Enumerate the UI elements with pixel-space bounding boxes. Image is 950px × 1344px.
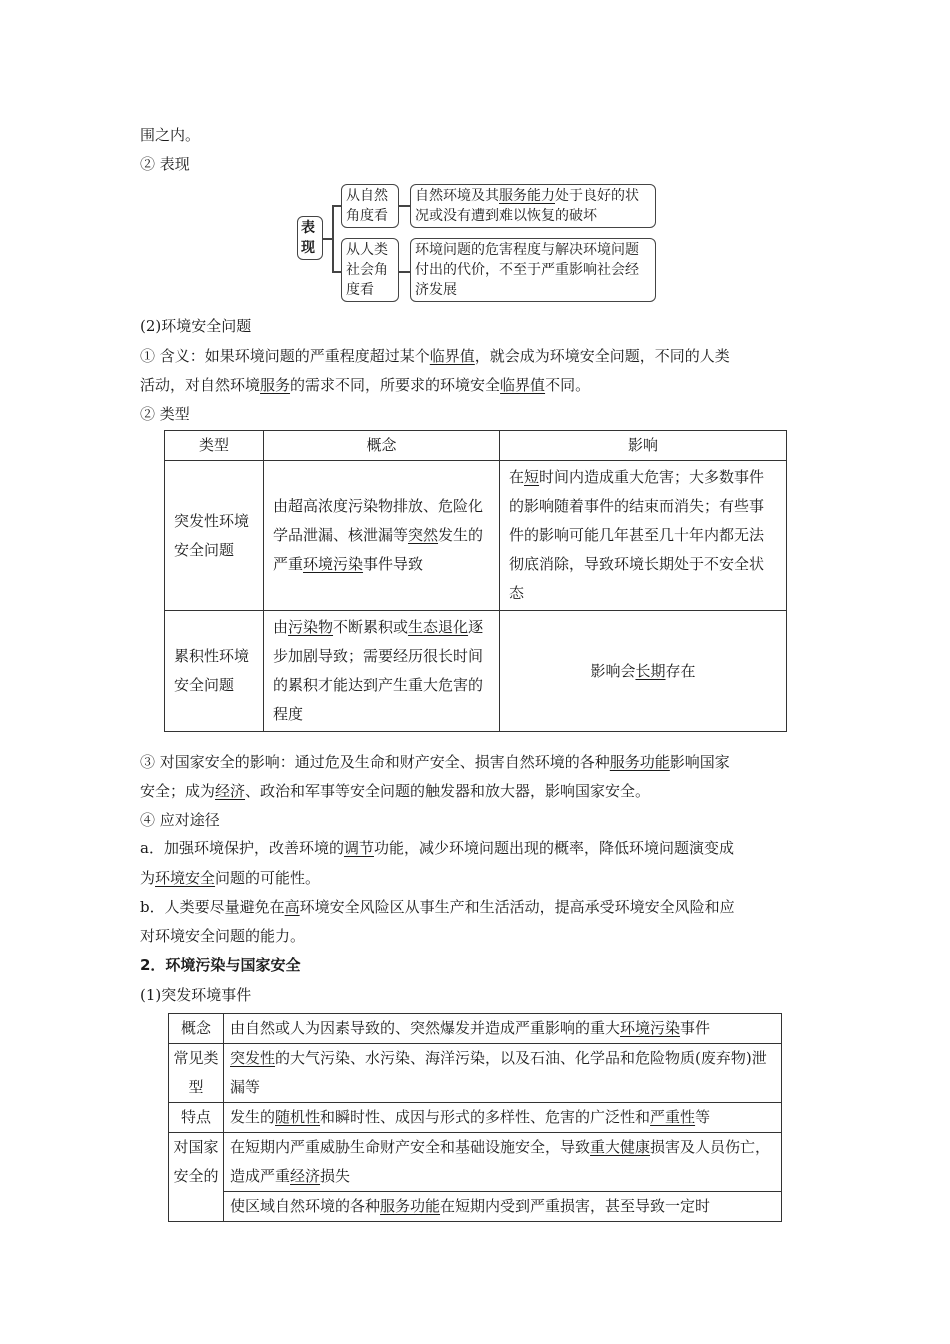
text-line: 安全；成为经济、政治和军事等安全问题的触发器和放大器，影响国家安全。	[140, 782, 651, 800]
table-cell: 由自然或人为因素导致的、突然爆发并造成严重影响的重大环境污染事件	[224, 1014, 782, 1044]
section-title: (2)环境安全问题	[140, 317, 252, 335]
table-header: 常见类型	[169, 1044, 224, 1103]
text-line: ② 类型	[140, 405, 190, 423]
table-header: 特点	[169, 1103, 224, 1133]
table-header: 影响	[500, 431, 787, 461]
types-table	[164, 430, 787, 732]
table-row	[169, 1044, 782, 1103]
text-line: 活动，对自然环境服务的需求不同，所要求的环境安全临界值不同。	[140, 376, 591, 394]
diagram-human-label: 从人类社会角度看	[341, 238, 399, 302]
table-cell: 使区域自然环境的各种服务功能在短期内受到严重损害，甚至导致一定时	[224, 1192, 782, 1222]
text-line: b．人类要尽量避免在高环境安全风险区从事生产和生活活动，提高承受环境安全风险和应	[140, 898, 735, 916]
text-line: ① 含义：如果环境问题的严重程度超过某个临界值，就会成为环境安全问题，不同的人类	[140, 347, 730, 365]
table-cell: 突发性的大气污染、水污染、海洋污染，以及石油、化学品和危险物质(废弃物)泄漏等	[224, 1044, 782, 1103]
table-cell: 由污染物不断累积或生态退化逐步加剧导致；需要经历很长时间的累积才能达到产生重大危害的程度	[264, 611, 500, 732]
table-cell: 由超高浓度污染物排放、危险化学品泄漏、核泄漏等突然发生的严重环境污染事件导致	[264, 461, 500, 611]
table-cell: 突发性环境安全问题	[165, 461, 264, 611]
text-line: 围之内。	[140, 126, 201, 144]
table-cell: 累积性环境安全问题	[165, 611, 264, 732]
diagram-nature-label: 从自然角度看	[341, 184, 399, 228]
table-header: 概念	[264, 431, 500, 461]
table-row	[165, 461, 787, 611]
table-row	[169, 1133, 782, 1192]
text-line: ④ 应对途径	[140, 811, 220, 829]
table-cell: 在短期内严重威胁生命财产安全和基础设施安全，导致重大健康损害及人员伤亡，造成严重经济损失	[224, 1133, 782, 1192]
table-header: 概念	[169, 1014, 224, 1044]
table-cell: 在短时间内造成重大危害；大多数事件的影响随着事件的结束而消失；有些事件的影响可能几年甚至几十年内都无法彻底消除，导致环境长期处于不安全状态	[500, 461, 787, 611]
table-row	[169, 1103, 782, 1133]
table-row	[169, 1192, 782, 1222]
text-line: 为环境安全问题的可能性。	[140, 869, 321, 887]
table-cell: 发生的随机性和瞬时性、成因与形式的多样性、危害的广泛性和严重性等	[224, 1103, 782, 1133]
table-cell: 影响会长期存在	[500, 611, 787, 732]
diagram-root: 表现	[297, 216, 323, 260]
heading-2: 2．环境污染与国家安全	[140, 956, 301, 974]
text-line: a．加强环境保护，改善环境的调节功能，减少环境问题出现的概率，降低环境问题演变成	[140, 839, 734, 857]
section-title: (1)突发环境事件	[140, 986, 252, 1004]
text-line: ② 表现	[140, 155, 190, 173]
events-table	[168, 1013, 782, 1222]
table-row	[169, 1014, 782, 1044]
text-line: ③ 对国家安全的影响：通过危及生命和财产安全、损害自然环境的各种服务功能影响国家	[140, 753, 730, 771]
table-header: 类型	[165, 431, 264, 461]
table-header: 对国家安全的	[169, 1133, 224, 1222]
text-line: 对环境安全问题的能力。	[140, 927, 306, 945]
table-row	[165, 611, 787, 732]
diagram-nature-desc: 自然环境及其服务能力处于良好的状况或没有遭到难以恢复的破坏	[410, 184, 656, 228]
diagram-human-desc: 环境问题的危害程度与解决环境问题付出的代价，不至于严重影响社会经济发展	[410, 238, 656, 302]
